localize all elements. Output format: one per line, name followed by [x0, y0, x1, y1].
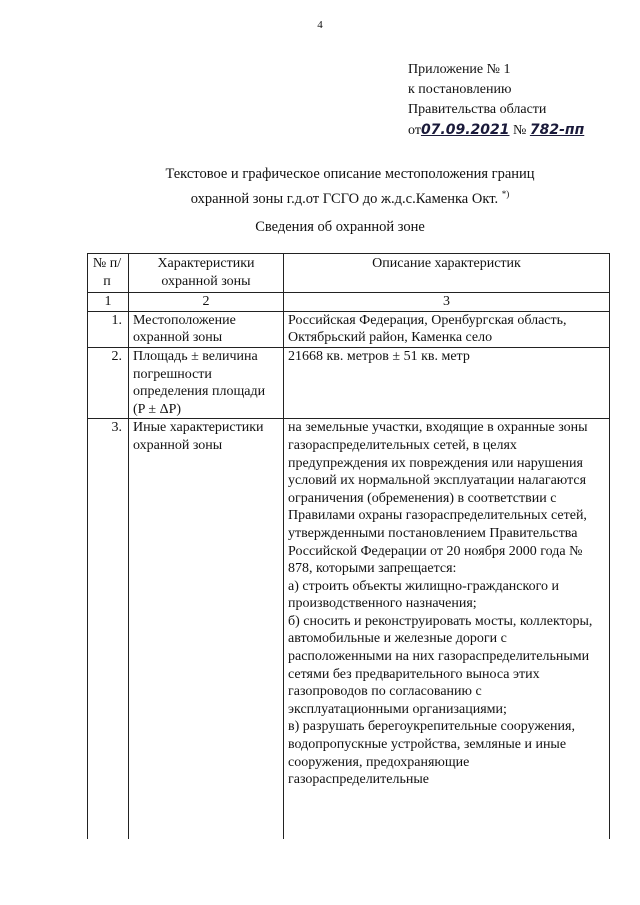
section-subtitle: Сведения об охранной зоне — [255, 219, 425, 235]
protection-zone-table — [87, 253, 610, 839]
row-number: 2. — [88, 347, 129, 418]
appendix-date-line — [408, 120, 584, 141]
handwritten-date: 07.09.2021 — [420, 122, 510, 138]
footnote-mark: *) — [501, 189, 510, 199]
title-line-1: Текстовое и графическое описание местоположения границ — [165, 166, 535, 182]
number-prefix: № — [513, 123, 527, 138]
document-title — [60, 164, 640, 209]
index-cell: 3 — [284, 293, 610, 312]
index-cell: 2 — [129, 293, 284, 312]
restriction-item-c: в) разрушать берегоукрепительные сооружения, водопропускные устройства, земляные и иные сооружения, предохраняющие газораспределительные — [288, 719, 575, 788]
row-description: Российская Федерация, Оренбургская область, Октябрьский район, Каменка село — [284, 311, 610, 347]
header-description: Описание характеристик — [284, 254, 610, 293]
page-number: 4 — [317, 19, 323, 31]
table-index-row — [88, 293, 610, 312]
date-prefix: от — [408, 123, 421, 138]
index-cell: 1 — [88, 293, 129, 312]
table-row — [88, 311, 610, 347]
row-description-text: на земельные участки, входящие в охранные зоны газораспределительных сетей, в целях предупреждения их повреждения или нарушения условий их нормальной эксплуатации налагаются ограничения (обременения) в соответствии с Правилами охраны газораспределительных сетей, утвержденными постановлением Правительства Российской Федерации от 20 ноября 2000 года № 878, которыми запрещается: — [288, 420, 588, 577]
title-line-2 — [60, 184, 640, 209]
header-characteristics: Характеристики охранной зоны — [129, 254, 284, 293]
row-name: Площадь ± величина погрешности определения площади (P ± ΔP) — [129, 347, 284, 418]
restriction-item-b: б) сносить и реконструировать мосты, коллекторы, автомобильные и железные дороги с расположенными на них газораспределительными сетями без предварительного выноса этих газопроводов по согласованию с эксплуатационными организациями; — [288, 613, 593, 717]
appendix-line-1: Приложение № 1 — [408, 62, 511, 77]
row-description — [284, 419, 610, 840]
header-number: № п/п — [88, 254, 129, 293]
table-row — [88, 419, 610, 840]
row-description: 21668 кв. метров ± 51 кв. метр — [284, 347, 610, 418]
title-line-2-text: охранной зоны г.д.от ГСГО до ж.д.с.Каменка Окт. — [190, 190, 499, 207]
row-number: 1. — [88, 311, 129, 347]
table-row — [88, 347, 610, 418]
appendix-block — [408, 60, 584, 141]
appendix-line-2: к постановлению — [408, 82, 512, 97]
handwritten-number: 782-пп — [529, 122, 585, 138]
row-number: 3. — [88, 419, 129, 840]
table-header-row — [88, 254, 610, 293]
appendix-line-3: Правительства области — [408, 102, 547, 117]
restriction-item-a: а) строить объекты жилищно-гражданского и производственного назначения; — [288, 578, 559, 612]
row-name: Иные характеристики охранной зоны — [129, 419, 284, 840]
row-name: Местоположение охранной зоны — [129, 311, 284, 347]
